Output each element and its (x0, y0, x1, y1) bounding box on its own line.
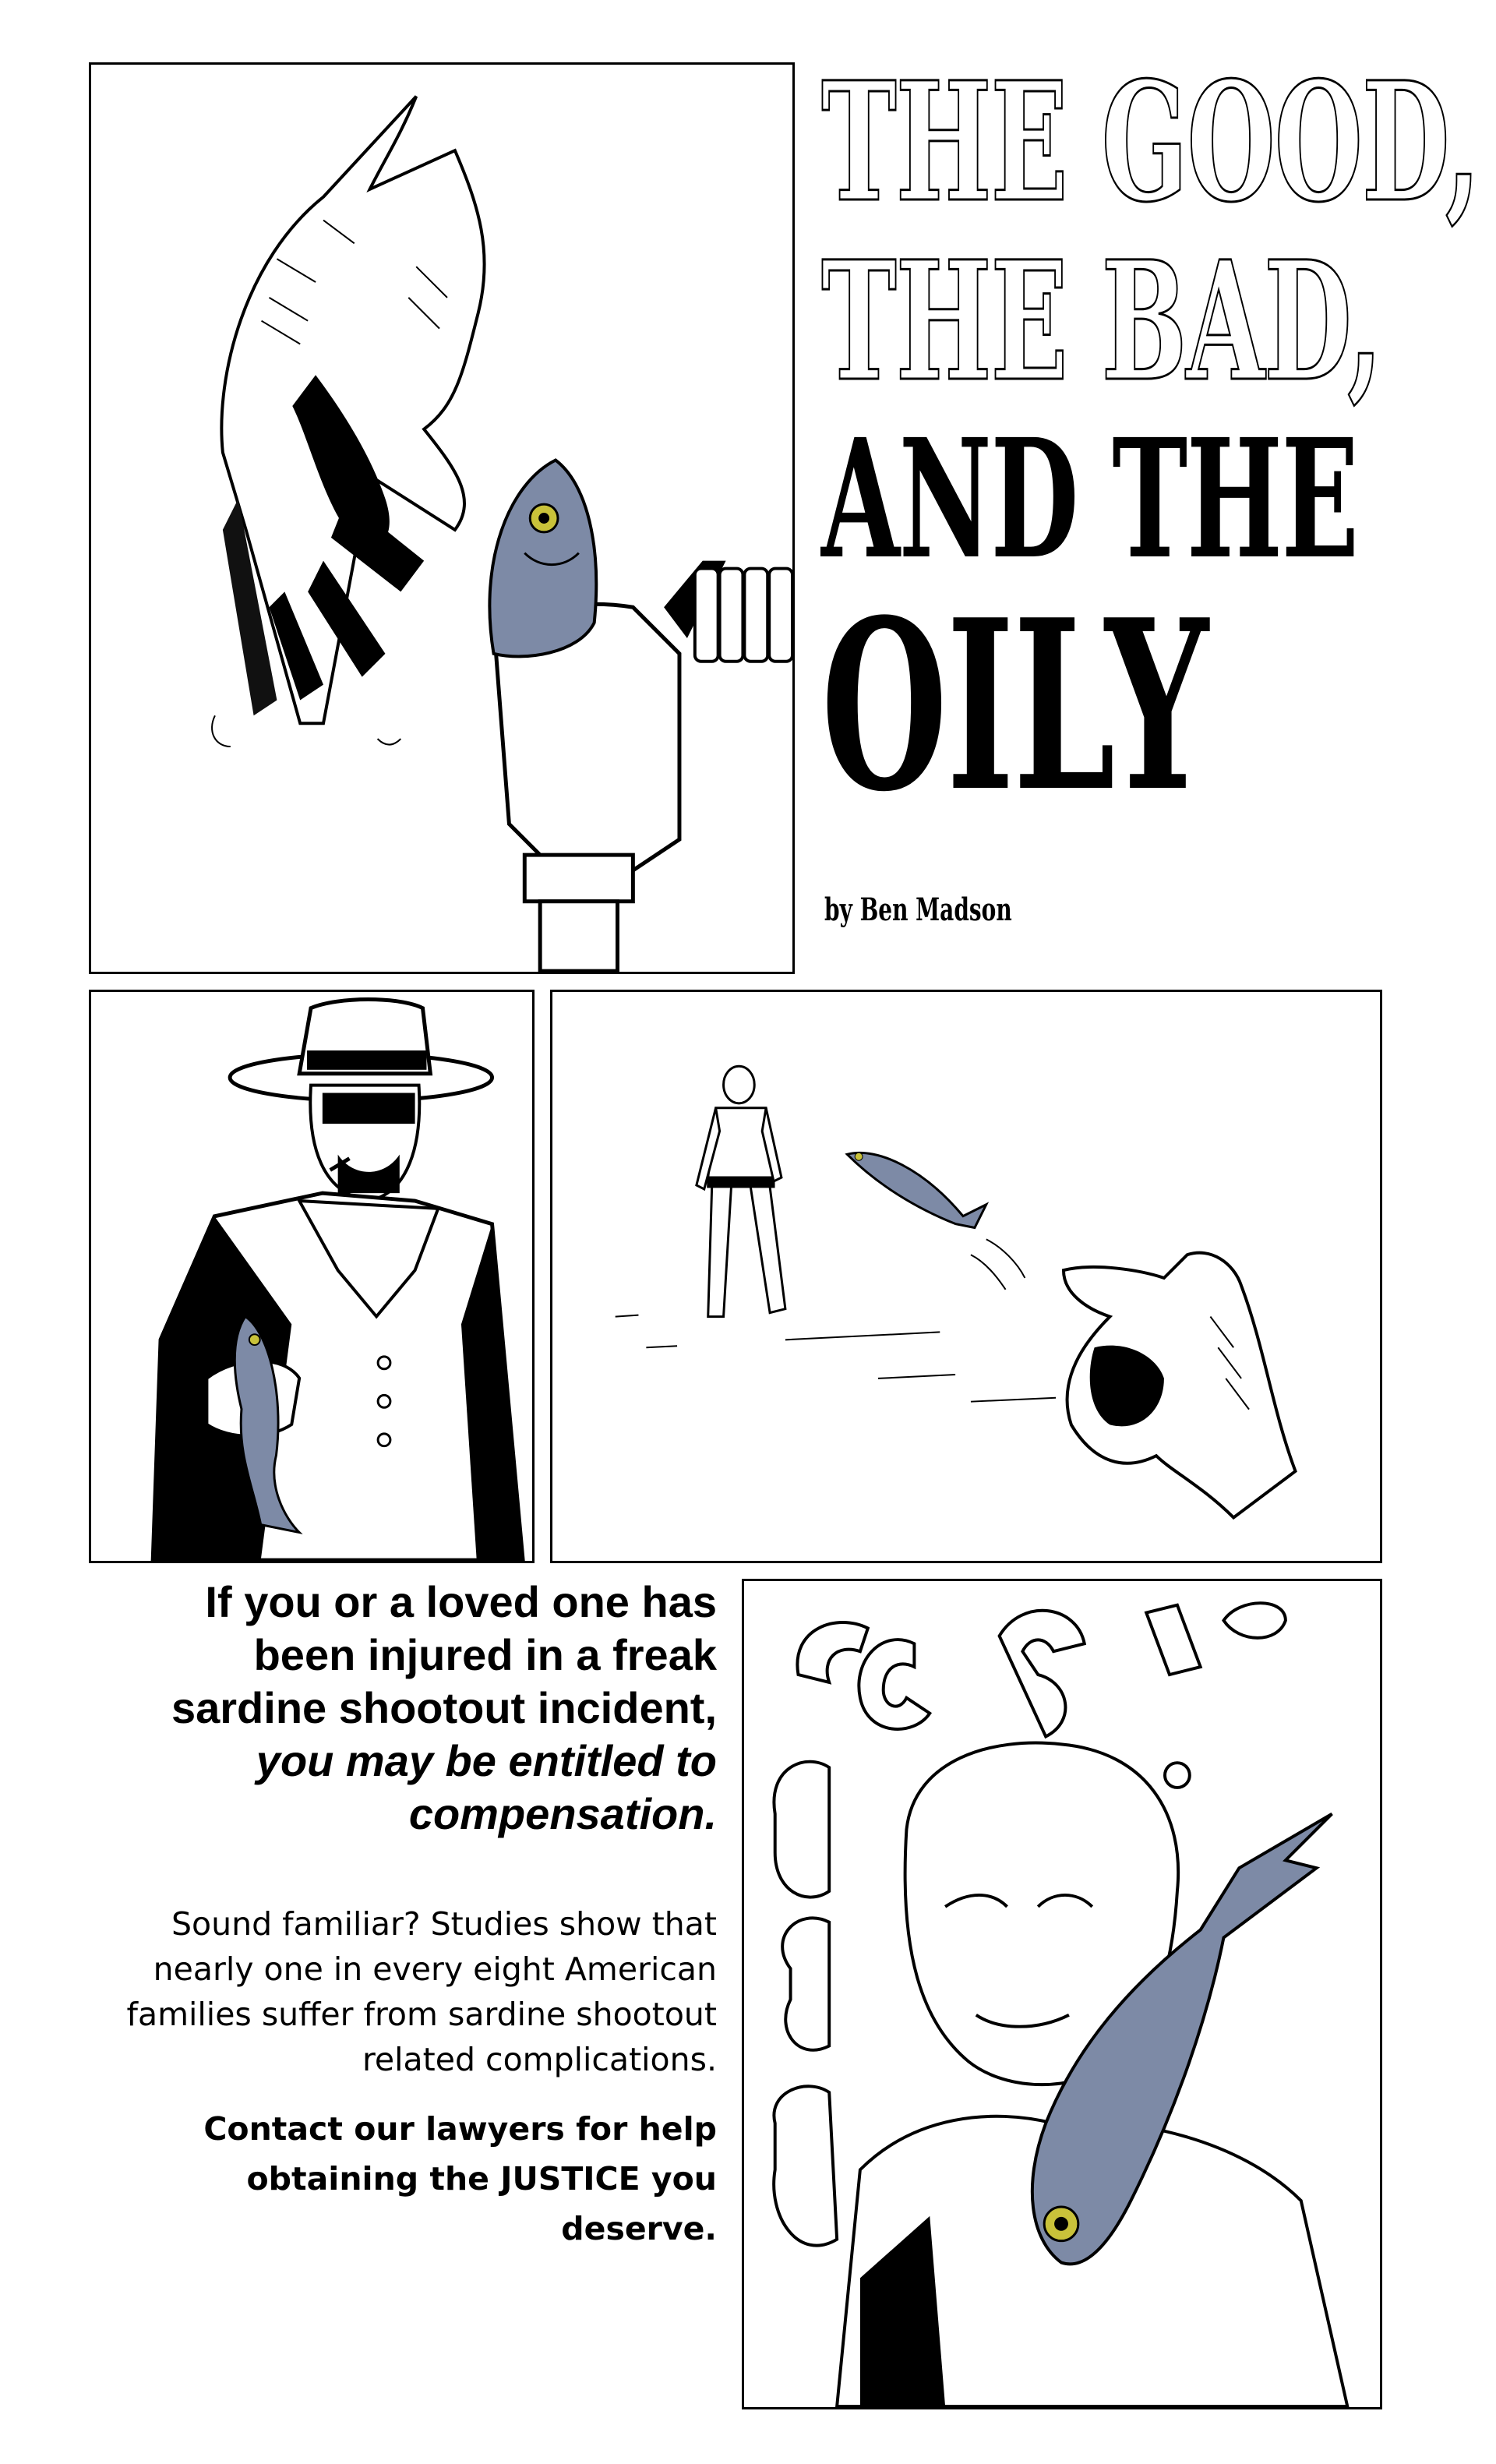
title-line-2: THE BAD, (821, 225, 1382, 418)
ad-headline (117, 1576, 717, 1841)
title-line-3: AND THE (821, 403, 1358, 595)
title-line-1: THE GOOD, (821, 46, 1480, 238)
ad-headline-italic: you may be entitled to compensation. (256, 1736, 717, 1838)
panel-sardine-impact (742, 1579, 1382, 2409)
ad-headline-plain: If you or a loved one has been injured in a freak sardine shootout incident, (171, 1577, 717, 1732)
ad-body-text: Sound familiar? Studies show that nearly one in every eight American families suffer from sardine shootout related complications. (126, 1905, 717, 2078)
duel-illustration (552, 992, 1380, 1561)
author-byline: by Ben Madson (824, 891, 1012, 928)
title-line-4: OILY (821, 568, 1208, 843)
panel-cowboy-sardine (89, 990, 535, 1563)
hand-holster-illustration (91, 65, 792, 972)
cowboy-illustration (91, 992, 532, 1561)
panel-hand-holster (89, 62, 795, 974)
panel-sardine-duel (550, 990, 1382, 1563)
ad-contact-text: Contact our lawyers for help obtaining the JUSTICE you deserve. (203, 2110, 717, 2247)
impact-illustration (744, 1581, 1380, 2407)
